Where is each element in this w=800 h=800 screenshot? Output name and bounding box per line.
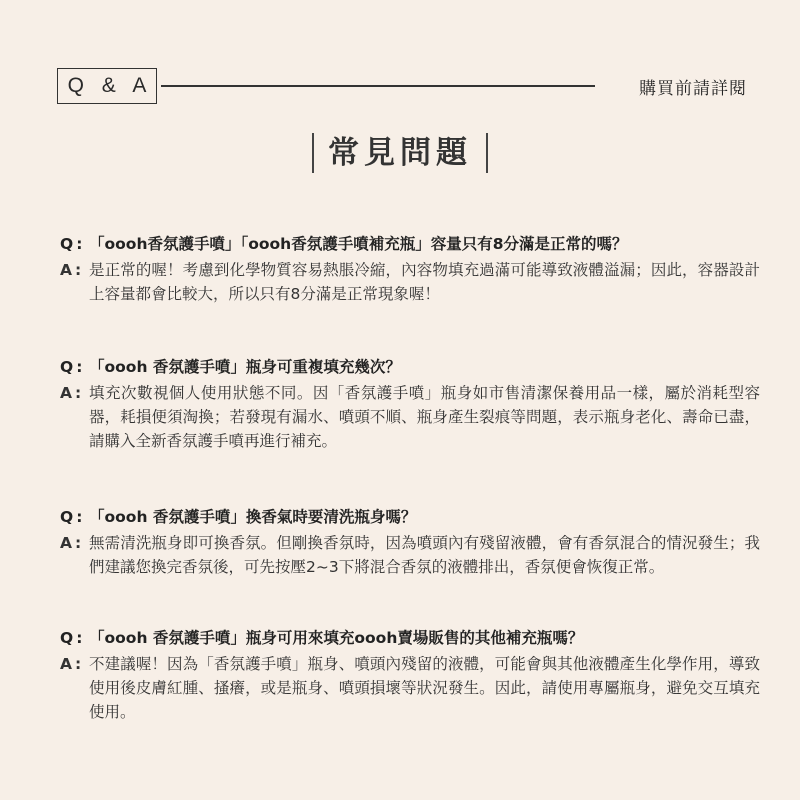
faq-item bbox=[60, 626, 760, 724]
faq-question-row bbox=[60, 355, 760, 379]
faq-answer-row bbox=[60, 258, 760, 306]
faq-item bbox=[60, 505, 760, 579]
answer-marker: A : bbox=[60, 261, 82, 279]
question-marker: Q : bbox=[60, 508, 83, 526]
faq-answer: 無需清洗瓶身即可換香氛。但剛換香氛時，因為噴頭內有殘留液體，會有香氛混合的情況發生；我們建議您換完香氛後，可先按壓2~3下將混合香氛的液體排出，香氛便會恢復正常。 bbox=[89, 534, 760, 576]
header-divider bbox=[161, 85, 595, 87]
faq-item bbox=[60, 355, 760, 453]
faq-question: 「oooh 香氛護手噴」瓶身可用來填充oooh賣場販售的其他補充瓶嗎？ bbox=[89, 629, 584, 647]
faq-answer-row bbox=[60, 652, 760, 724]
faq-question: 「oooh香氛護手噴」「oooh香氛護手噴補充瓶」容量只有8分滿是正常的嗎？ bbox=[89, 235, 628, 253]
page-title: 常見問題 bbox=[312, 133, 488, 173]
faq-question: 「oooh 香氛護手噴」瓶身可重複填充幾次？ bbox=[89, 358, 401, 376]
faq-answer-row bbox=[60, 531, 760, 579]
answer-marker: A : bbox=[60, 534, 82, 552]
qa-badge: Q & A bbox=[57, 68, 157, 104]
faq-answer: 是正常的喔！考慮到化學物質容易熱脹冷縮，內容物填充過滿可能導致液體溢漏；因此，容器設計上容量都會比較大，所以只有8分滿是正常現象喔！ bbox=[89, 261, 760, 303]
answer-marker: A : bbox=[60, 655, 82, 673]
answer-marker: A : bbox=[60, 384, 82, 402]
read-before-purchase-note: 購買前請詳閱 bbox=[639, 79, 747, 99]
faq-answer-row bbox=[60, 381, 760, 453]
faq-question-row bbox=[60, 232, 760, 256]
faq-answer: 不建議喔！因為「香氛護手噴」瓶身、噴頭內殘留的液體，可能會與其他液體產生化學作用，導致使用後皮膚紅腫、搔癢，或是瓶身、噴頭損壞等狀況發生。因此，請使用專屬瓶身，避免交互填充使用。 bbox=[89, 655, 760, 721]
faq-question-row bbox=[60, 626, 760, 650]
question-marker: Q : bbox=[60, 358, 83, 376]
title-wrap bbox=[0, 133, 800, 173]
faq-question-row bbox=[60, 505, 760, 529]
faq-item bbox=[60, 232, 760, 306]
question-marker: Q : bbox=[60, 235, 83, 253]
question-marker: Q : bbox=[60, 629, 83, 647]
faq-question: 「oooh 香氛護手噴」換香氣時要清洗瓶身嗎？ bbox=[89, 508, 417, 526]
faq-answer: 填充次數視個人使用狀態不同。因「香氛護手噴」瓶身如市售清潔保養用品一樣，屬於消耗型容器，耗損便須淘換；若發現有漏水、噴頭不順、瓶身產生裂痕等問題，表示瓶身老化、壽命已盡，請購入全新香氛護手噴再進行補充。 bbox=[89, 384, 760, 450]
header bbox=[57, 68, 747, 108]
